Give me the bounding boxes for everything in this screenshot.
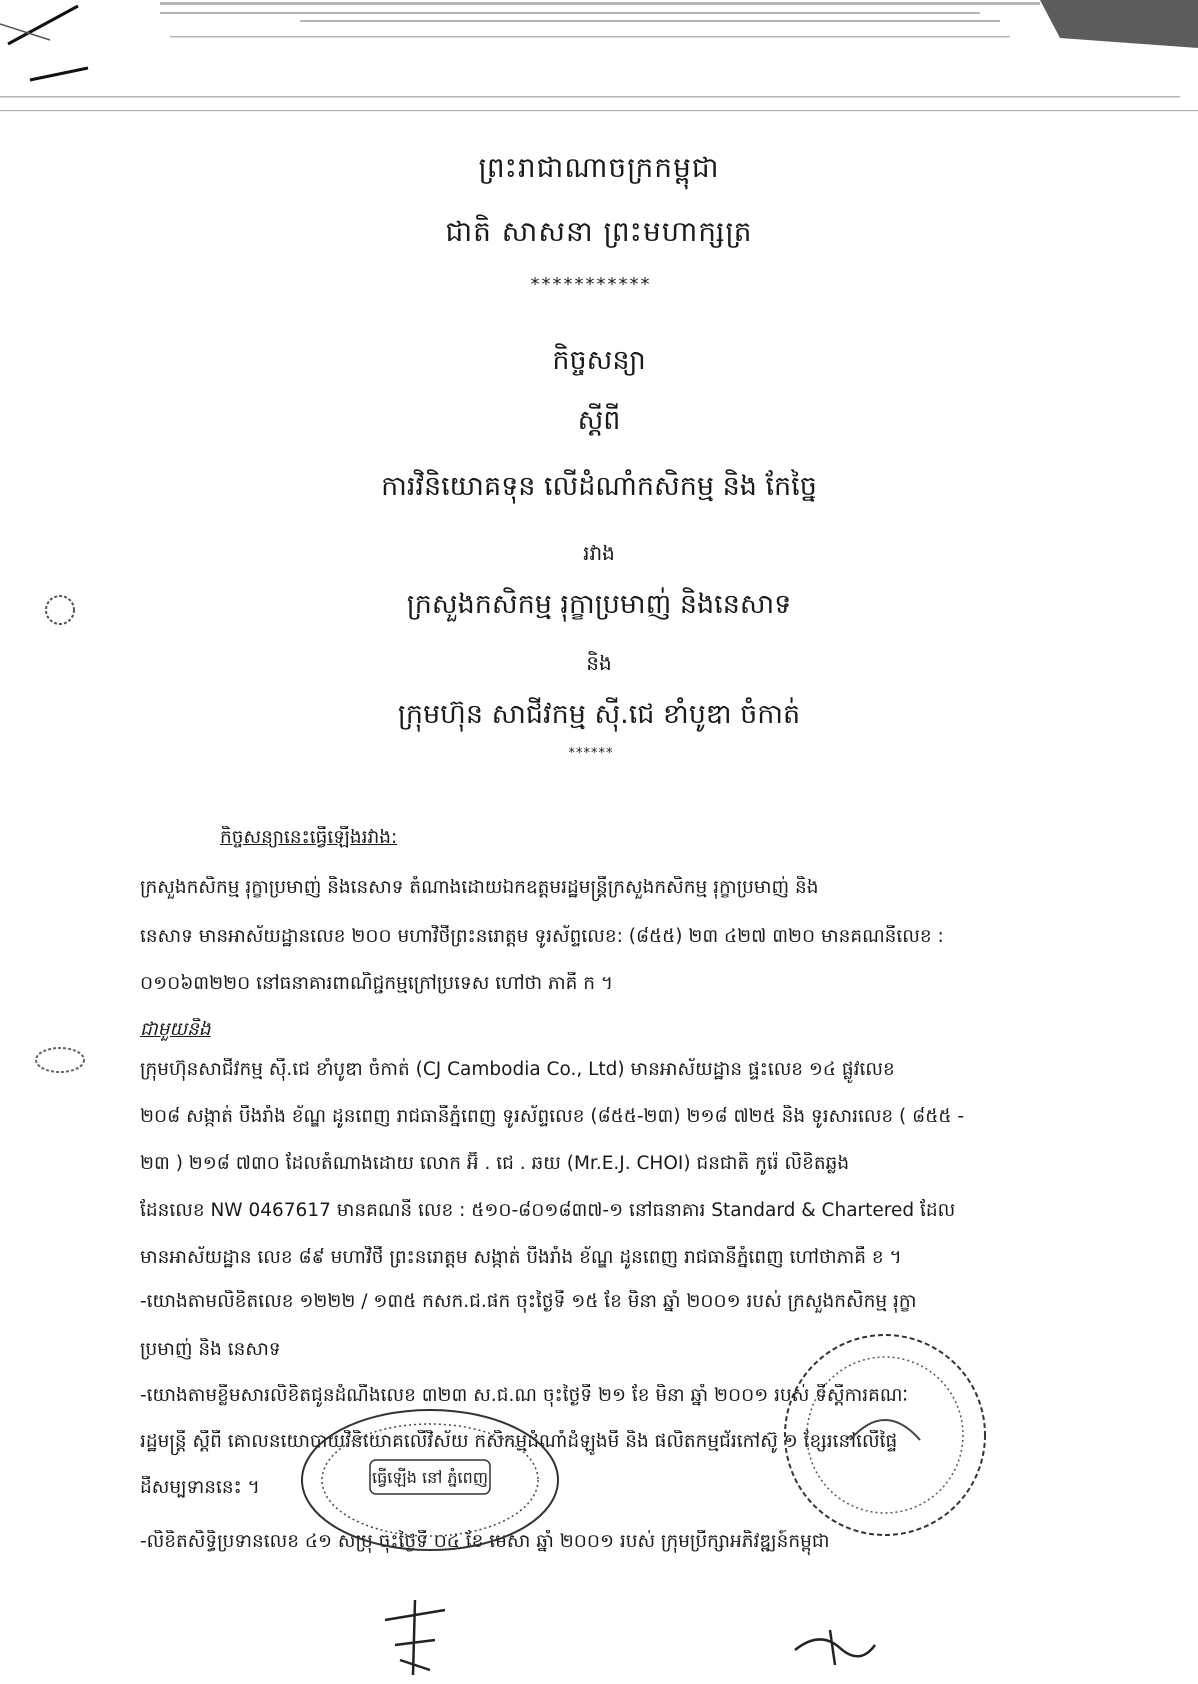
contract-subject: ការវិនិយោគទុន លើដំណាំកសិកម្ម និង កែច្នៃ <box>381 471 817 502</box>
body-line-10: ប្រមាញ់ និង នេសាទ <box>140 1339 281 1360</box>
body-line-7: ដែនលេខ NW 0467617 មានគណនី លេខ : ៥១០-៨០១៨៣៧-១ នៅធនាគារ Standard & Chartered ដែល <box>140 1200 956 1221</box>
margin-seal-fragment <box>20 1045 90 1075</box>
kingdom-title: ព្រះរាជាណាចក្រកម្ពុជា <box>478 151 720 184</box>
party-a-name: ក្រសួងកសិកម្ម រុក្ខាប្រមាញ់ និងនេសាទ <box>406 589 792 620</box>
scan-noise-header <box>0 0 1198 120</box>
body-line-3: ០១០៦៣២២០ នៅធនាគារពាណិជ្ជកម្មក្រៅប្រទេស ហៅថា ភាគី ក ។ <box>140 973 614 994</box>
and-label: និង <box>586 651 612 675</box>
body-line-1: ក្រសួងកសិកម្ម រុក្ខាប្រមាញ់ និងនេសាទ តំណាងដោយឯកឧត្តមរដ្ឋមន្ត្រីក្រសួងកសិកម្ម រុក្ខាប្រមាញ់ និង <box>140 877 819 898</box>
concerning-label: ស្តីពី <box>577 405 621 436</box>
official-seal-left <box>290 1400 580 1560</box>
with-heading: ជាមួយនិង <box>140 1019 211 1040</box>
body-line-13: ដីសម្បទាននេះ ។ <box>140 1477 260 1498</box>
margin-seal-mark <box>40 590 80 630</box>
body-line-14: -លិខិតសិទ្ធិប្រទានលេខ ៤១ សប្រុ ចុះថ្ងៃទី ០៤ ខែ មេសា ឆ្នាំ ២០០១ របស់ ក្រុមប្រឹក្សាអភិវឌ្ឍន៍កម្ពុជា <box>140 1531 830 1552</box>
intro-heading: កិច្ចសន្យានេះធ្វើឡើងរវាង: <box>220 827 398 848</box>
separator-stars-bottom: ****** <box>568 746 614 761</box>
between-label: រវាង <box>583 541 615 565</box>
seal-text: ធ្វើឡើង នៅ ភ្នំពេញ <box>371 1468 489 1487</box>
signature-right <box>790 1620 880 1675</box>
signature-left <box>375 1590 465 1680</box>
body-line-2: នេសាទ មានអាស័យដ្ឋានលេខ ២០០ មហាវិថីព្រះនរោត្តម ទូរស័ព្ទលេខ: (៨៥៥) ២៣ ៤២៧ ៣២០ មានគណនីលេខ : <box>140 926 944 947</box>
party-b-name: ក្រុមហ៊ុន សាជីវកម្ម ស៊ី.ជេ ខាំបូឌា ចំកាត់ <box>397 699 801 730</box>
body-line-9: -យោងតាមលិខិតលេខ ១២២២ / ១៣៥ កសក.ជ.ផក ចុះថ្ងៃទី ១៥ ខែ មិនា ឆ្នាំ ២០០១ របស់ ក្រសួងកសិកម្ម រុក្ខា <box>140 1291 917 1312</box>
separator-stars-top: *********** <box>530 274 652 295</box>
body-line-6: ២៣ ) ២១៨ ៧៣០ ដែលតំណាងដោយ លោក អ៊ី . ជេ . ឆយ (Mr.E.J. CHOI) ជនជាតិ កូរ៉េ លិខិតឆ្លង <box>140 1153 850 1174</box>
official-seal-right <box>755 1320 1015 1550</box>
body-line-8: មានអាស័យដ្ឋាន លេខ ៨៩ មហាវិថី ព្រះនរោត្តម សង្កាត់ បឹងរាំង ខ័ណ្ឌ ដូនពេញ រាជធានីភ្នំពេញ ហៅថាភាគី ខ ។ <box>140 1247 902 1268</box>
national-motto: ជាតិ សាសនា ព្រះមហាក្សត្រ <box>445 215 753 248</box>
document-type: កិច្ចសន្យា <box>552 345 646 376</box>
body-line-4: ក្រុមហ៊ុនសាជីវកម្ម ស៊ី.ជេ ខាំបូឌា ចំកាត់ (CJ Cambodia Co., Ltd) មានអាស័យដ្ឋាន ផ្ទះលេខ ១៤ ផ្លូវលេខ <box>140 1059 895 1080</box>
body-line-12: រដ្ឋមន្ត្រី ស្តីពី គោលនយោបាយវិនិយោគលើវិស័យ កសិកម្មដំណាំដំឡូងមី និង ផលិតកម្មជ័រកៅស៊ូ ១ ខ្សែរនៅលើផ្ទៃ <box>140 1431 898 1452</box>
body-line-11: -យោងតាមខ្លឹមសារលិខិតជូនដំណឹងលេខ ៣២៣ ស.ជ.ណ ចុះថ្ងៃទី ២១ ខែ មិនា ឆ្នាំ ២០០១ របស់ ទីស្តីការគណៈ <box>140 1385 909 1406</box>
body-line-5: ២០៨ សង្កាត់ បឹងរាំង ខ័ណ្ឌ ដូនពេញ រាជធានីភ្នំពេញ ទូរស័ព្ទលេខ (៨៥៥-២៣) ២១៨ ៧២៥ និង ទូរសារលេខ ( ៨៥៥ - <box>140 1106 964 1127</box>
